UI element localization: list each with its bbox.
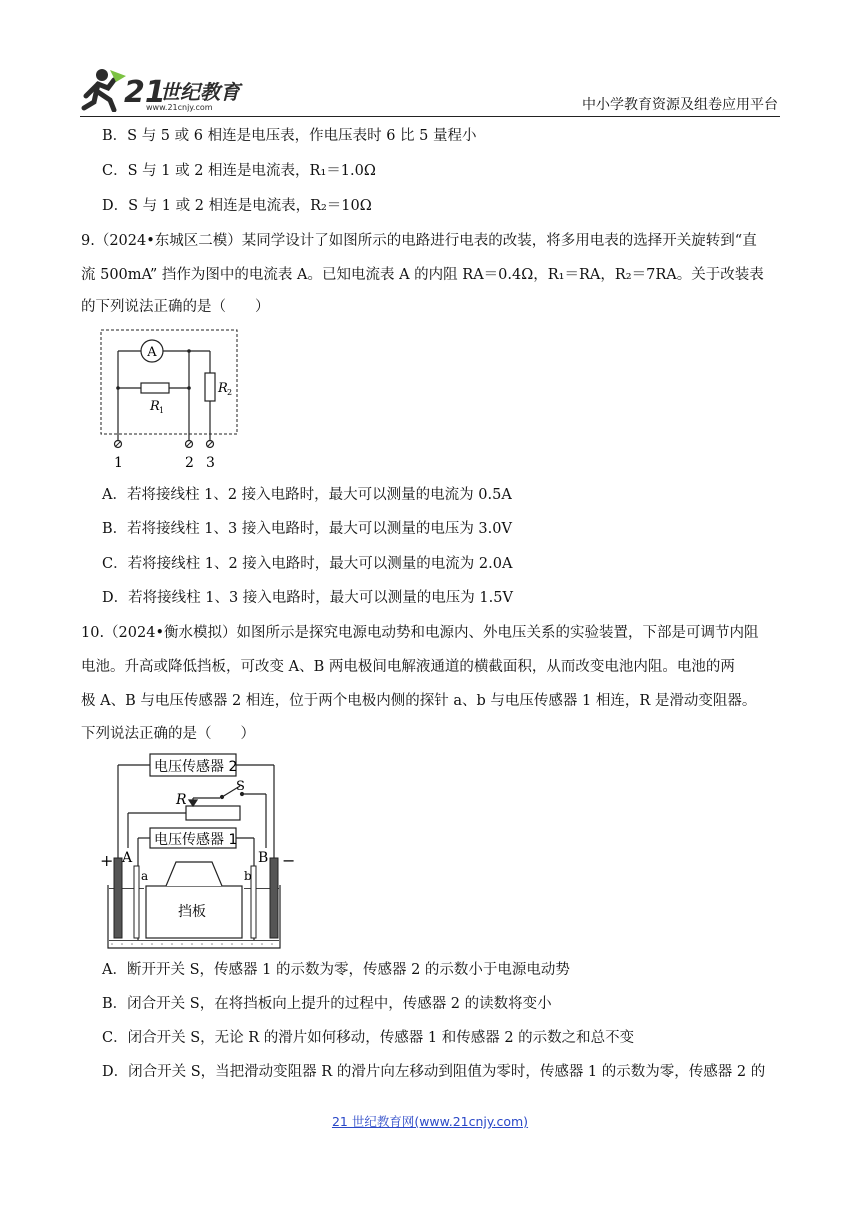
rheostat-label: R bbox=[176, 792, 187, 808]
electrode-a bbox=[114, 858, 122, 938]
probe-b bbox=[251, 866, 256, 938]
option-d: D．S 与 1 或 2 相连是电流表，R₂＝10Ω bbox=[102, 198, 372, 214]
r2-label: R bbox=[218, 381, 228, 396]
terminal-1-label: 1 bbox=[114, 455, 123, 471]
platform-tag: 中小学教育资源及组卷应用平台 bbox=[582, 97, 778, 113]
q9-option-b: B．若将接线柱 1、3 接入电路时，最大可以测量的电压为 3.0V bbox=[102, 521, 512, 537]
logo-cn: 世纪教育 bbox=[160, 80, 240, 104]
electrode-a-label: A bbox=[122, 850, 133, 866]
q9-circuit-diagram bbox=[98, 326, 244, 474]
plus-sign: + bbox=[100, 851, 114, 870]
rheostat bbox=[186, 806, 240, 820]
header-divider bbox=[80, 116, 780, 117]
logo-number: 21 bbox=[124, 75, 166, 110]
resistor-r1 bbox=[141, 383, 169, 393]
q9-stem-line-1: 9.（2024•东城区二模）某同学设计了如图所示的电路进行电表的改装，将多用电表的选择开关旋转到“直 bbox=[81, 233, 757, 249]
electrode-b bbox=[270, 858, 278, 938]
baffle-label: 挡板 bbox=[178, 904, 206, 920]
q9-option-a: A．若将接线柱 1、2 接入电路时，最大可以测量的电流为 0.5A bbox=[102, 487, 512, 503]
option-c: C．S 与 1 或 2 相连是电流表，R₁＝1.0Ω bbox=[102, 163, 376, 179]
probe-a bbox=[134, 866, 139, 938]
q9-stem-line-2: 流 500mA” 挡作为图中的电流表 A。已知电流表 A 的内阻 RA＝0.4Ω，R₁＝RA，R₂＝7RA。关于改装表 bbox=[81, 267, 764, 283]
sensor-1-label: 电压传感器 1 bbox=[154, 832, 238, 848]
probe-b-label: b bbox=[244, 869, 252, 883]
q9-stem-line-3: 的下列说法正确的是（ ） bbox=[81, 299, 270, 315]
q10-option-c: C．闭合开关 S，无论 R 的滑片如何移动，传感器 1 和传感器 2 的示数之和总不变 bbox=[102, 1030, 635, 1046]
minus-sign: − bbox=[282, 851, 296, 870]
resistor-r2 bbox=[205, 373, 215, 401]
probe-a-label: a bbox=[141, 869, 149, 883]
q10-stem-line-1: 10.（2024•衡水模拟）如图所示是探究电源电动势和电源内、外电压关系的实验装置，下部是可调节内阻 bbox=[81, 625, 759, 641]
q9-option-c: C．若将接线柱 1、2 接入电路时，最大可以测量的电流为 2.0A bbox=[102, 556, 513, 572]
q9-option-d: D．若将接线柱 1、3 接入电路时，最大可以测量的电压为 1.5V bbox=[102, 590, 513, 606]
svg-text:1: 1 bbox=[159, 406, 165, 415]
svg-text:2: 2 bbox=[227, 388, 233, 397]
q10-stem-line-3: 极 A、B 与电压传感器 2 相连，位于两个电极内侧的探针 a、b 与电压传感器 1 相连，R 是滑动变阻器。 bbox=[81, 693, 757, 709]
switch-label: S bbox=[236, 779, 245, 794]
option-b: B．S 与 5 或 6 相连是电压表，作电压表时 6 比 5 量程小 bbox=[102, 128, 477, 144]
footer-link[interactable]: 21 世纪教育网(www.21cnjy.com) bbox=[331, 1114, 529, 1129]
runner-icon bbox=[84, 69, 126, 110]
terminal-2-label: 2 bbox=[185, 455, 194, 471]
logo-url: www.21cnjy.com bbox=[146, 103, 213, 112]
terminal-3-label: 3 bbox=[206, 455, 215, 471]
r1-label: R bbox=[150, 399, 160, 414]
q10-option-b: B．闭合开关 S，在将挡板向上提升的过程中，传感器 2 的读数将变小 bbox=[102, 996, 552, 1012]
logo bbox=[80, 66, 260, 112]
q10-option-d: D．闭合开关 S，当把滑动变阻器 R 的滑片向左移动到阻值为零时，传感器 1 的示数为零，传感器 2 的 bbox=[102, 1064, 766, 1080]
ammeter-label: A bbox=[147, 345, 157, 360]
q10-option-a: A．断开开关 S，传感器 1 的示数为零，传感器 2 的示数小于电源电动势 bbox=[102, 962, 570, 978]
slider-arrow-icon bbox=[189, 800, 197, 806]
q10-apparatus-diagram bbox=[98, 748, 298, 954]
electrode-b-label: B bbox=[258, 850, 269, 866]
q10-stem-line-2: 电池。升高或降低挡板，可改变 A、B 两电极间电解液通道的横截面积，从而改变电池内阻。电池的两 bbox=[81, 659, 735, 675]
sensor-2-label: 电压传感器 2 bbox=[154, 759, 238, 775]
terminal-icons bbox=[115, 441, 214, 448]
q10-stem-line-4: 下列说法正确的是（ ） bbox=[81, 726, 255, 742]
